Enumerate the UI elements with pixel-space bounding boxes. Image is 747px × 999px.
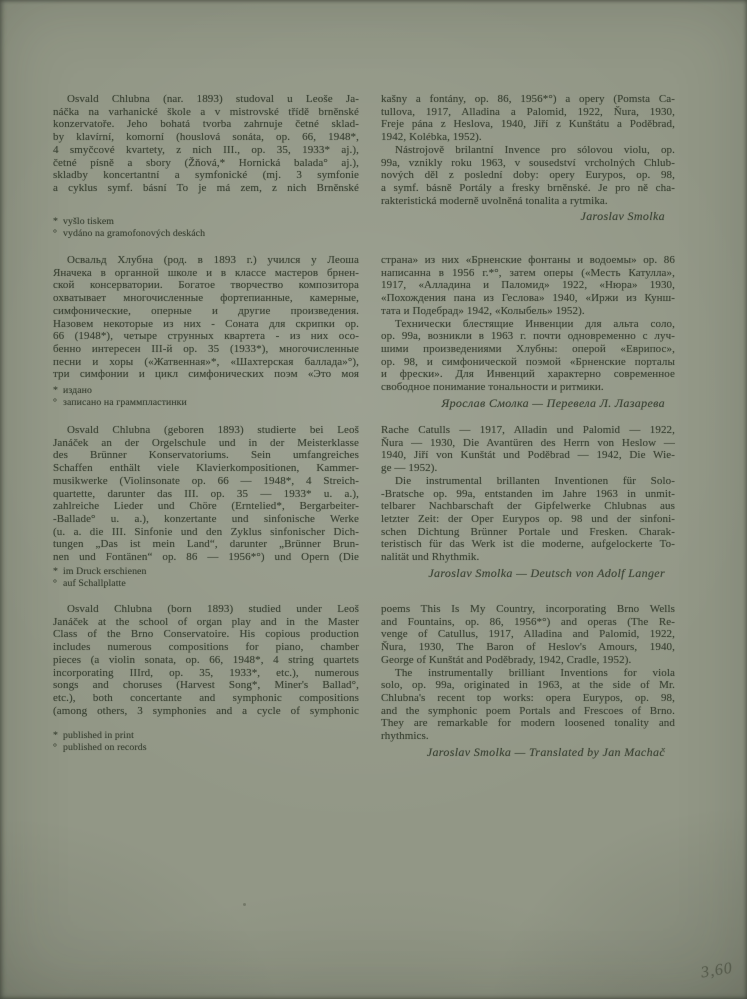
text-line: (among others, 3 symphonies and a cycle of symphonic [53, 704, 359, 717]
text-line: četné písně a sbory (Žňová,* Hornická balada° aj.), [53, 156, 359, 169]
text-line: tullova, 1917, Alladina a Palomid, 1922, Ňura, 1930, [381, 105, 675, 118]
paragraph [381, 475, 675, 564]
text-line: skladby koncertantní a symfonické (mj. 3 symfonie [53, 169, 359, 182]
handwritten-price-note: 3,60 [699, 959, 735, 982]
footnote [53, 742, 359, 754]
text-line: 1917, «Алладина и Паломид» 1922, «Нюра» 1930, [381, 279, 675, 292]
paragraph-group [381, 254, 675, 394]
footnote-text: vyšlo tiskem [63, 216, 115, 227]
text-line: ской консерватории. Богатое творчество композитора [53, 279, 359, 292]
text-line: schen Dichtung Brünner Portale und Fresken. Charak- [381, 525, 675, 538]
text-line: The instrumentally brilliant Inventions for viola [395, 666, 675, 679]
paragraph-group [381, 93, 675, 207]
text-line: They are remarkable for modern loosened tonality and [381, 717, 675, 730]
paragraph [381, 603, 675, 667]
text-line: охватывает многочисленные фортепианные, камерные, [53, 292, 359, 305]
text-line: ge — 1952). [381, 462, 438, 475]
text-line: написанна в 1956 г.*°, затем оперы («Месть Катулла», [381, 266, 675, 279]
text-line: ор. 98, и симфонической поэмой «Брненские порталы [381, 355, 675, 368]
footnote-marker: * [53, 566, 58, 577]
paragraph [381, 93, 675, 144]
paragraph [53, 424, 359, 564]
text-line: kašny a fontány, op. 86, 1956*°) a opery (Pomsta Ca- [381, 93, 675, 105]
paragraph [381, 254, 675, 318]
footnote-text: vydáno na gramofonových deskách [63, 228, 206, 240]
text-line: «Похождения пана из Геслова» 1940, «Иржи из Кунш- [381, 292, 675, 305]
text-line: 66 (1948*), четыре струнных квартета - из них осо- [53, 330, 359, 343]
text-line: Chlubna's recent top works: opera Eurypos, op. 98, [381, 691, 675, 704]
footnote [53, 566, 359, 578]
paragraph [381, 424, 675, 475]
text-line: тата и Подебрад» 1942, «Колыбель» 1952). [381, 304, 585, 317]
paragraph [53, 603, 359, 717]
text-line: náčka na varhanické škole a v mistrovské třídě brněnské [53, 105, 359, 118]
paragraph [53, 254, 359, 381]
footnote [53, 228, 359, 240]
text-line: Osvald Chlubna (born 1893) studied under Leoš [67, 603, 359, 615]
text-line: songs and choruses (Harvest Song*, Miner's Ballad°, [53, 679, 359, 692]
text-line: etc.), both concertante and symphonic compositions [53, 691, 359, 704]
text-line: Osvald Chlubna (nar. 1893) studoval u Leoše Ja- [67, 93, 359, 105]
text-line: nalität und Rhythmik. [381, 551, 480, 564]
footnote-text: записано на граммпластинки [63, 397, 187, 409]
text-line: poems This Is My Country, incorporating Brno Wells [381, 603, 675, 615]
text-line: Rache Catulls — 1917, Alladin und Palomid — 1922, [381, 424, 675, 436]
paragraph-group [381, 603, 675, 743]
czech-signature: Jaroslav Smolka [580, 209, 665, 224]
text-line: и фрески». Для Инвенций характерно современное [381, 368, 675, 381]
text-line: Освальд Хлубна (род. в 1893 г.) учился у Леоша [67, 254, 359, 266]
text-line: telbarer Nachbarschaft der Gipfelwerke Chlubnas aus [381, 500, 675, 513]
footnote-marker: * [53, 385, 58, 396]
text-line: and the symphonic poem Portals and Frescoes of Brno. [381, 704, 675, 717]
czech-text-right-column [381, 93, 675, 223]
footnote-marker: ° [53, 228, 58, 240]
text-line: Nástrojově brilantní Invence pro sólovou violu, op. [395, 143, 675, 156]
text-line: a cyklus symf. básní To je má zem, z nich Brněnské [53, 181, 359, 194]
text-line: Schaffen enthält viele Klavierkompositionen, Kammer- [53, 462, 359, 475]
text-line: (u. a. die III. Sinfonie und den Zyklus sinfonischer Dich- [53, 525, 359, 538]
text-line: Технически блестящие Инвенции для альта соло, [395, 317, 675, 330]
text-line: pieces (a violin sonata, op. 66, 1948*, 4 string quartets [53, 653, 359, 666]
paper-speck [243, 903, 246, 906]
text-line: George of Kunštát and Poděbrady, 1942, Cradle, 1952). [381, 653, 632, 666]
text-line: musikwerke (Violinsonate op. 66 — 1948*, 4 Streich- [53, 474, 359, 487]
footnote [53, 397, 359, 409]
text-line: a symf. básně Portály a fresky brněnské. Je pro ně cha- [381, 181, 675, 194]
paragraph [381, 318, 675, 394]
text-line: nových děl z poslední doby: opery Eurypos, op. 98, [381, 169, 675, 182]
footnote-marker: ° [53, 742, 58, 754]
text-line: бенно интересен III-й ор. 35 (1933*), многочисленные [53, 342, 359, 355]
german-text-right-column [381, 424, 675, 579]
text-line: Die instrumental brillanten Inventionen für Solo- [395, 474, 675, 487]
russian-footnotes [53, 385, 359, 410]
czech-text-left-column [53, 93, 359, 195]
text-line: teristisch für das Werk ist die moderne, aufgelockerte To- [381, 538, 675, 551]
text-line: zahlreiche Lieder und Chöre (Erntelied*, Bergarbeiter- [53, 500, 359, 513]
paragraph [381, 144, 675, 208]
russian-text-right-column [381, 254, 675, 409]
text-line: tungen „Das ist mein Land“, darunter „Brünner Brun- [53, 538, 359, 551]
text-line: Class of the Brno Conservatoire. His copious production [53, 628, 359, 641]
text-line: шими произведениями Хлубны: оперой «Еврипос», [381, 342, 675, 355]
text-line: Назовем некоторые из них - Соната для скрипки ор. [53, 317, 359, 330]
text-line: Janáček an der Orgelschule und in der Meisterklasse [53, 436, 359, 449]
paragraph-group [381, 424, 675, 564]
text-line: 4 smyčcové kvartety, z nich III., op. 35, 1933* aj.), [53, 143, 359, 156]
text-line: Janáček at the school of organ play and in the Master [53, 615, 359, 628]
text-line: quartette, darunter das III. op. 35 — 1933* u. a.), [53, 487, 359, 500]
text-line: 1942, Kolébka, 1952). [381, 131, 482, 144]
text-line: Osvald Chlubna (geboren 1893) studierte bei Leoš [67, 424, 359, 436]
text-line: три симфонии и цикл симфонических поэм «Это моя [53, 368, 359, 381]
footnote [53, 730, 359, 742]
text-line: симфонические, оперные и другие произведения. [53, 304, 359, 317]
footnote-marker: ° [53, 578, 58, 590]
footnote-text: издано [63, 385, 93, 396]
text-line: incorporating IIIrd, op. 35, 1933*, etc.), numerous [53, 666, 359, 679]
text-line: страна» из них «Брненские фонтаны и водоемы» ор. 86 [381, 254, 675, 266]
text-line: 99a, vznikly roku 1963, v sousedství vrcholných Chlub- [381, 156, 675, 169]
text-line: Ňura — 1930, Die Avantüren des Herrn von Heslow — [381, 436, 675, 449]
text-line: by klavírní, komorní (houslová sonáta, op. 66, 1948*, [53, 131, 359, 144]
czech-footnotes [53, 216, 359, 241]
text-line: Ňura, 1930, The Baron of Heslov's Amours, 1940, [381, 641, 675, 654]
footnote-marker: ° [53, 397, 58, 409]
text-line: nen und Fontänen“ op. 86 — 1956*°) und Opern (Die [53, 551, 359, 564]
footnote [53, 578, 359, 590]
text-line: rhythmics. [381, 730, 429, 743]
text-line: -Bratsche op. 99a, entstanden im Jahre 1963 in unmit- [381, 487, 675, 500]
text-line: свободное понимание тональности и ритмики. [381, 381, 604, 394]
text-line: песни и хоры («Жатвенная»*, «Шахтерская баллада»°), [53, 355, 359, 368]
footnote [53, 216, 359, 228]
text-line: solo, op. 99a, originated in 1963, at the side of Mr. [381, 679, 675, 692]
german-text-left-column [53, 424, 359, 564]
footnote-marker: * [53, 216, 58, 227]
english-text-left-column [53, 603, 359, 717]
text-line: includes numerous compositions for piano, chamber [53, 641, 359, 654]
footnote-text: auf Schallplatte [63, 578, 126, 590]
text-line: Freje pána z Heslova, 1940, Jiří z Kunštátu a Poděbrad, [381, 118, 675, 131]
text-line: ор. 99а, возникли в 1963 г. почти одновременно с луч- [381, 330, 675, 343]
text-line: 1940, Jiří von Kunštát und Poděbrad — 1942, Die Wie- [381, 449, 675, 462]
text-line: -Ballade° u. a.), konzertante und sinfonische Werke [53, 512, 359, 525]
text-line: konzervatoře. Jeho bohatá tvorba zahrnuje četné sklad- [53, 118, 359, 131]
russian-signature: Ярослав Смолка — Перевела Л. Лазарева [441, 395, 665, 410]
footnote-text: im Druck erschienen [63, 566, 147, 577]
text-line: and Fountains, op. 86, 1956*°) and operas (The Re- [381, 615, 675, 628]
footnote [53, 385, 359, 397]
german-footnotes [53, 566, 359, 591]
english-footnotes [53, 730, 359, 755]
text-line: Яначека в органной школе и в классе мастеров брнен- [53, 266, 359, 279]
text-line: des Brünner Konservatoriums. Sein umfangreiches [53, 449, 359, 462]
paragraph [381, 667, 675, 743]
footnote-text: published on records [63, 742, 147, 754]
text-line: venge of Catullus, 1917, Alladina and Palomid, 1922, [381, 628, 675, 641]
english-signature: Jaroslav Smolka — Translated by Jan Machač [426, 744, 665, 759]
footnote-marker: * [53, 730, 58, 741]
russian-text-left-column [53, 254, 359, 381]
text-line: rakteristická moderně uvolněná tonalita a rytmika. [381, 194, 608, 207]
footnote-text: published in print [63, 730, 134, 741]
english-text-right-column [381, 603, 675, 758]
german-signature: Jaroslav Smolka — Deutsch von Adolf Langer [428, 565, 665, 580]
text-line: letzter Zeit: der Oper Eurypos op. 98 und der sinfoni- [381, 512, 675, 525]
paragraph [53, 93, 359, 195]
